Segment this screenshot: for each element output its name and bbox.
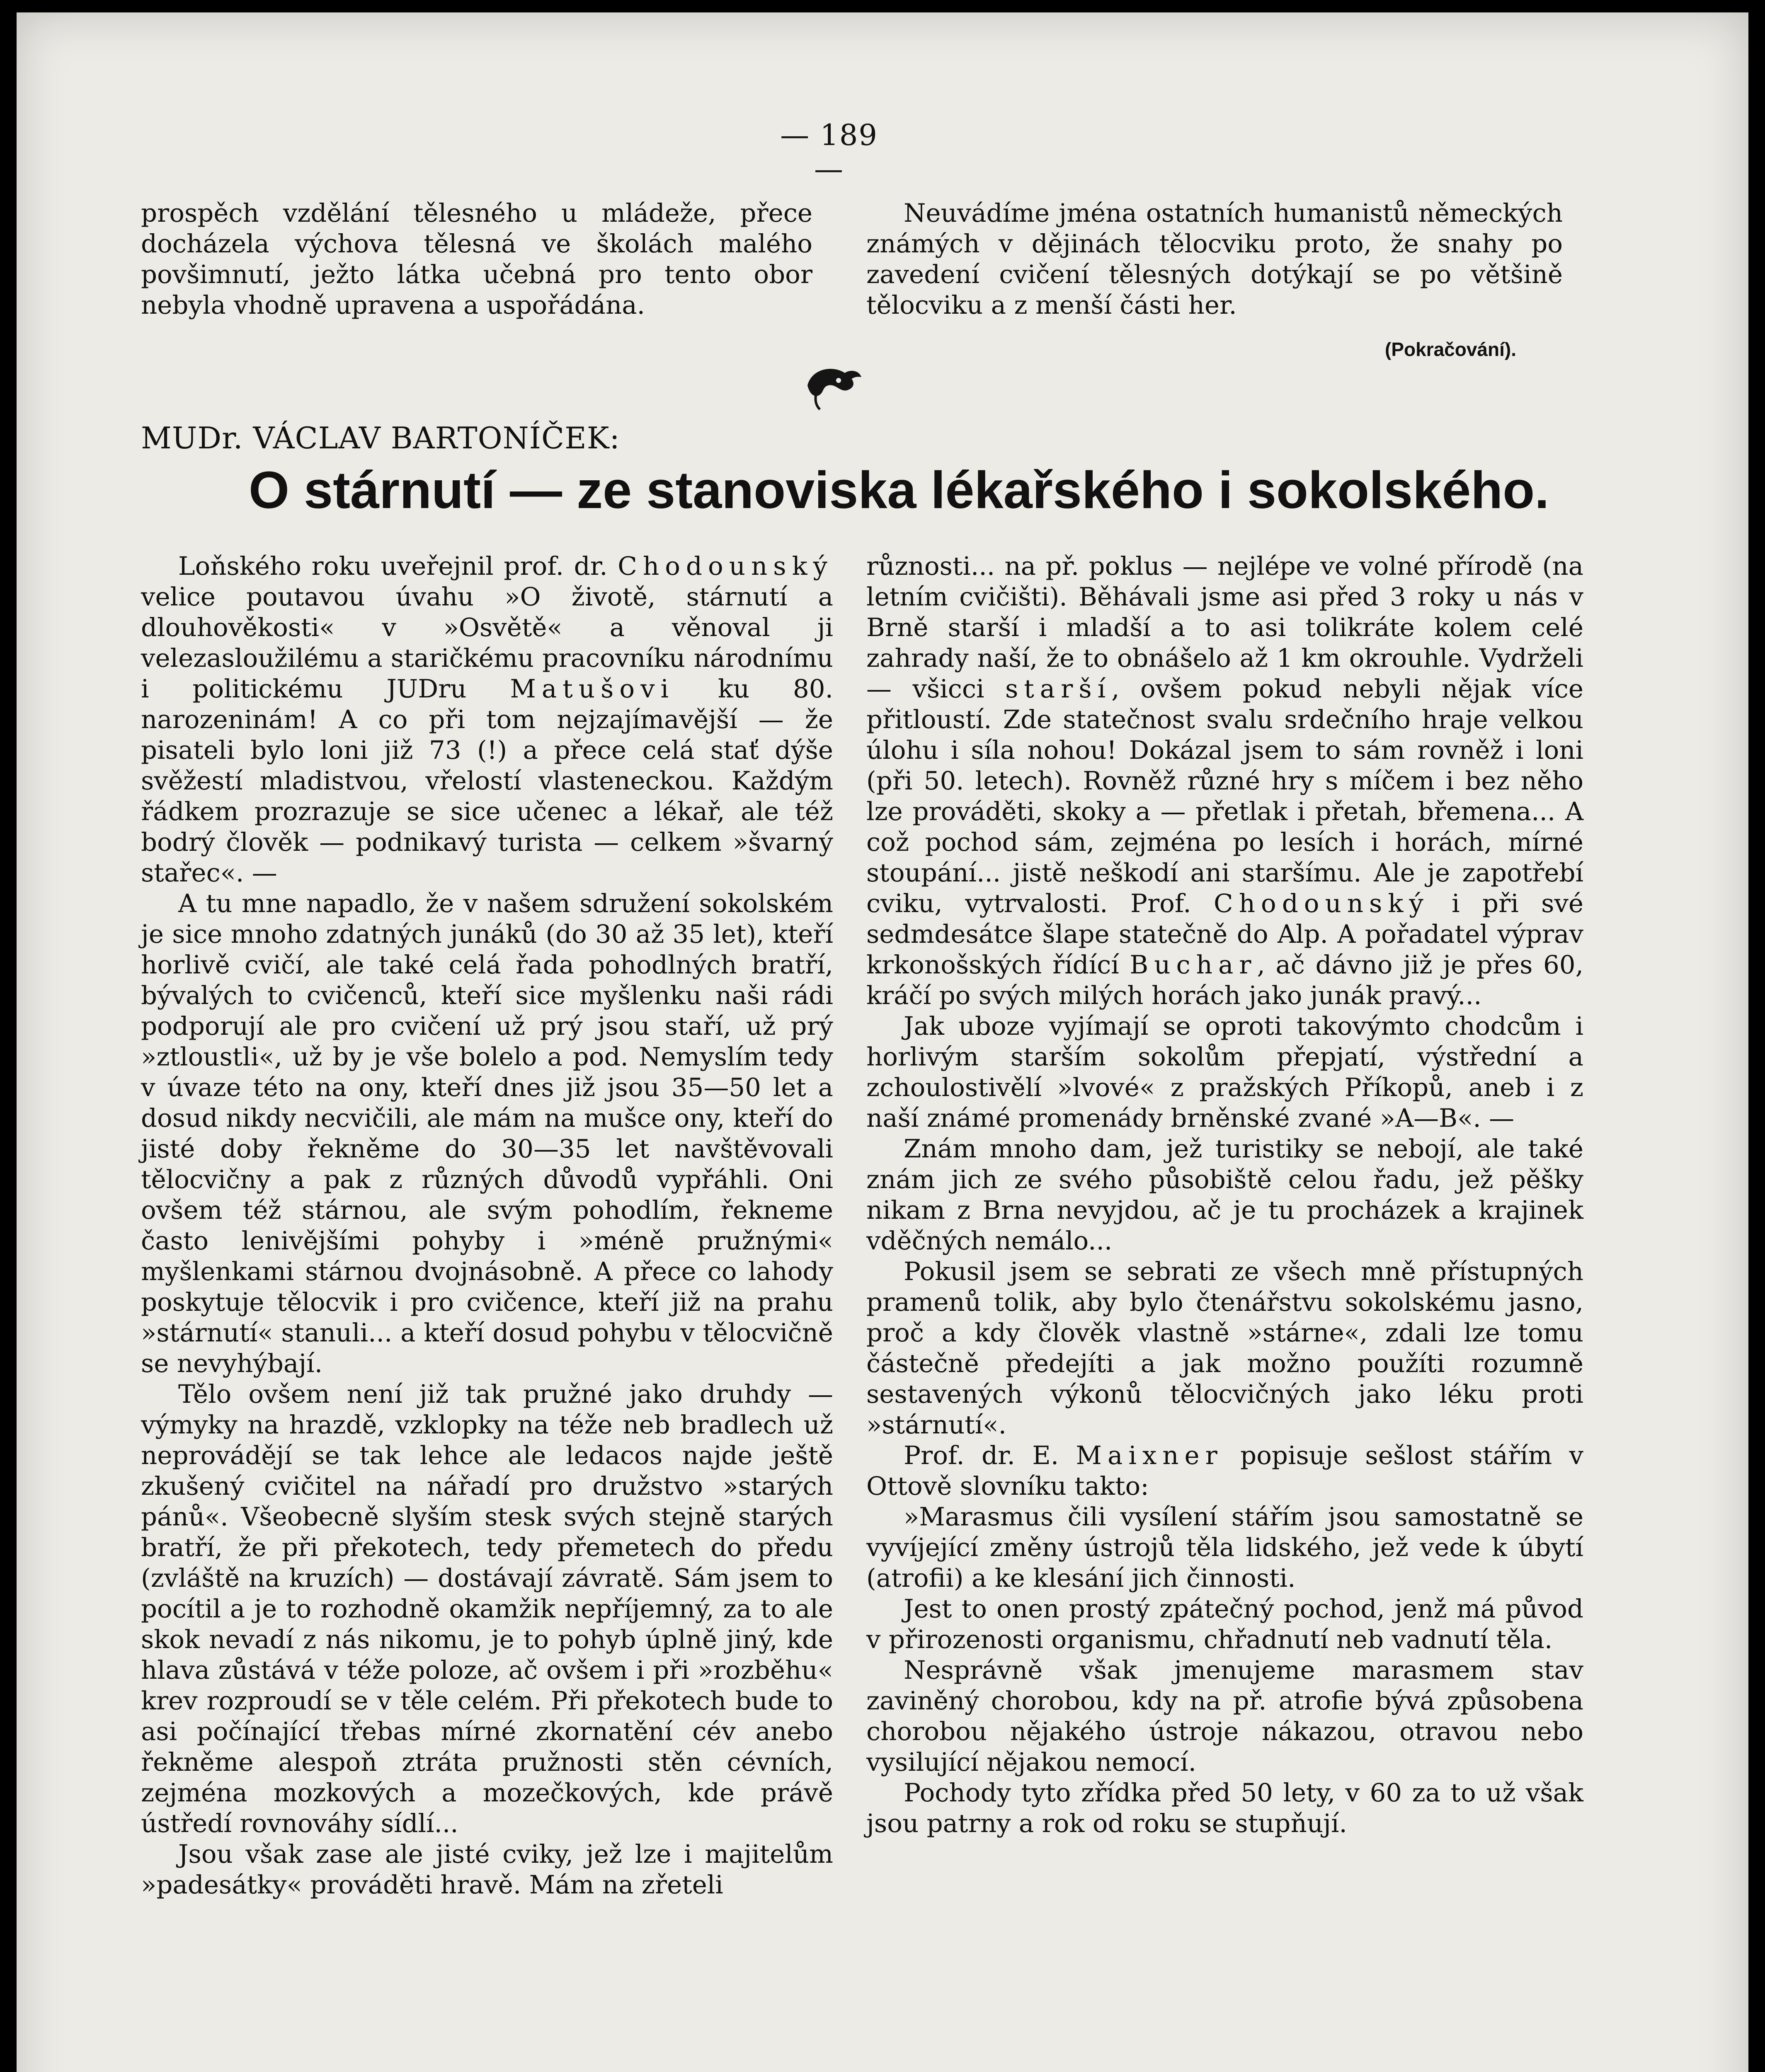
article-paragraph: Jest to onen prostý zpátečný pochod, jenž má původ v přirozenosti organismu, chřadnutí neb vadnutí těla. [866, 1594, 1583, 1654]
text-run: velice poutavou úvahu »O životě, stárnutí a dlouhověkosti« v »Osvětě« a věnoval ji velezasloužilému a staričkému pracovníku národnímu i politickému JUDru [141, 582, 833, 704]
continuation-note: (Pokračování). [1385, 339, 1516, 360]
article-paragraph: A tu mne napadlo, že v našem sdružení sokolském je sice mnoho zdatných junáků (do 30 až 35 let), kteří horlivě cvičí, ale také celá řada pohodlných bratří, bývalých to cvičenců, kteří sice myšlenku naši rádi podporují ale pro cvičení už prý jsou staří, už prý »ztloustli«, už by je vše bolelo a pod. Nemyslím tedy v úvaze této na ony, kteří dnes již jsou 35—50 let a dosud nikdy necvičili, ale mám na mušce ony, kteří do jisté doby řekněme do 30—35 let navštěvovali tělocvičny a pak z různých důvodů vypřáhli. Oni ovšem též stárnou, ale svým pohodlím, řekneme často lenivějšími pohyby i »méně pružnými« myšlenkami stárnou dvojnásobně. A přece co lahody poskytuje tělocvik i pro cvičence, kteří již na prahu »stárnutí« stanuli... a kteří dosud pohybu v tělocvičně se nevyhýbají. [141, 889, 833, 1378]
top-right-column [866, 198, 1563, 321]
top-left-column [141, 198, 812, 321]
continued-paragraph-right: Neuvádíme jména ostatních humanistů německých známých v dějinách tělocviku proto, že snahy po zavedení cvičení tělesných dotýkají se po většině tělocviku a z menší části her. [866, 198, 1563, 320]
text-run: Loňského roku uveřejnil prof. dr. [178, 552, 618, 581]
article-right-column [866, 551, 1583, 1839]
article-paragraph: Jsou však zase ale jisté cviky, jež lze i majitelům »padesátky« prováděti hravě. Mám na zřeteli [141, 1840, 833, 1900]
article-paragraph: Tělo ovšem není již tak pružné jako druhdy — výmyky na hrazdě, vzklopky na téže neb bradlech už neprovádějí se tak lehce ale ledacos najde ještě zkušený cvičitel na nářadí pro družstvo »starých pánů«. Všeobecně slyším stesk svých stejně starých bratří, že při překotech, tedy přemetech do předu (zvláště na kruzích) — dostávají závratě. Sám jsem to pocítil a je to rozhodně okamžik nepříjemný, za to ale skok nevadí z nás nikomu, je to pohyb úplně jiný, kde hlava zůstává v téže poloze, ač ovšem i při »rozběhu« krev rozproudí se v těle celém. Při překotech bude to asi počínající třebas mírné zkornatění cév anebo řekněme alespoň ztráta pružnosti stěn cévních, zejména mozkových a mozečkových, kde právě ústředí rovnováhy sídlí... [141, 1380, 833, 1838]
article-paragraph: Znám mnoho dam, jež turistiky se nebojí, ale také znám jich ze svého působiště celou řadu, jež pěšky nikam z Brna nevyjdou, ač je tu procházek a krajinek vděčných nemálo... [866, 1134, 1583, 1256]
text-run: , ovšem pokud nebyli nějak více přitloustí. Zde statečnost svalu srdečního hraje velkou úlohu i síla nohou! Dokázal jsem to sám rovněž i loni (při 50. letech). Rovněž různé hry s míčem i bez něho lze prováděti, skoky a — přetlak i přetah, břemena... A což pochod sám, zejména po lesích i horách, mírné stoupání... jistě neškodí ani staršímu. Ale je zapotřebí cviku, vytrvalosti. Prof. [866, 674, 1583, 918]
paper-sheet [17, 12, 1748, 2072]
text-run: různosti... na př. poklus — nejlépe ve volné přírodě (na letním cvičišti). Běhávali jsme asi před 3 roky u nás v Brně starší i mladší a to asi tolikráte kolem celé zahrady naší, že to obnášelo až 1 km okrouhle. Vydrželi — všicci [866, 552, 1583, 704]
quoted-definition: »Marasmus čili vysílení stářím jsou samostatně se vyvíjející změny ústrojů těla lidského, jež vede k úbytí (atrofii) a ke klesání jich činnosti. [866, 1502, 1583, 1593]
continued-paragraph-left: prospěch vzdělání tělesného u mládeže, přece docházela výchova tělesná ve školách malého povšimnutí, ježto látka učebná pro tento obor nebyla vhodně upravena a uspořádána. [141, 198, 812, 320]
spaced-name: Chodounský [1214, 889, 1429, 918]
article-paragraph: Jak uboze vyjímají se oproti takovýmto chodcům i horlivým starším sokolům přepjatí, výstřední a zchoulostivělí »lvové« z pražských Příkopů, aneb i z naší známé promenády brněnské zvané »A—B«. — [866, 1012, 1583, 1133]
fleuron-ornament-icon [799, 361, 866, 410]
article-title: O stárnutí — ze stanoviska lékařského i sokolského. [249, 461, 1549, 519]
page-number: — 189 — [780, 118, 878, 186]
text-run: popisuje sešlost stářím v Ottově slovníku takto: [866, 1441, 1583, 1501]
text-run: ku 80. narozeninám! A co při tom nejzajímavější — že pisateli bylo loni již 73 (!) a přece celá stať dýše svěžestí mladistvou, vřelostí vlasteneckou. Každým řádkem prozrazuje se sice učenec a lékař, ale též bodrý člověk — podnikavý turista — celkem »švarný stařec«. — [141, 674, 833, 888]
article-author: MUDr. VÁCLAV BARTONÍČEK: [141, 421, 620, 455]
spaced-name: starší [1005, 674, 1112, 704]
article-paragraph [141, 551, 833, 888]
spaced-name: Maixner [1076, 1441, 1223, 1470]
article-paragraph [866, 1440, 1583, 1502]
spaced-name: Matušovi [510, 674, 675, 704]
article-paragraph: Pokusil jsem se sebrati ze všech mně přístupných pramenů tolik, aby bylo čtenářstvu sokolskému jasno, proč a kdy člověk vlastně »stárne«, zdali lze tomu částečně předejíti a jak možno použíti rozumně sestavených výkonů tělocvičných jako léku proti »stárnutí«. [866, 1257, 1583, 1440]
article-paragraph: Nesprávně však jmenujeme marasmem stav zaviněný chorobou, kdy na př. atrofie bývá způsobena chorobou nějakého ústroje nákazou, otravou nebo vysilující nějakou nemocí. [866, 1656, 1583, 1777]
article-paragraph [866, 551, 1583, 1011]
article-paragraph: Pochody tyto zřídka před 50 lety, v 60 za to už však jsou patrny a rok od roku se stupňují. [866, 1778, 1583, 1838]
text-run: i při své sedmdesátce šlape statečně do Alp. A pořadatel výprav krkonošských řídící [866, 889, 1584, 980]
text-run: , ač dávno již je přes 60, kráčí po svých milých horách jako junák pravý... [866, 950, 1583, 1010]
spaced-name: Chodounský [618, 552, 833, 581]
spaced-name: Buchar [1130, 950, 1257, 980]
article-left-column [141, 551, 833, 1900]
text-run: Prof. dr. E. [904, 1441, 1076, 1470]
